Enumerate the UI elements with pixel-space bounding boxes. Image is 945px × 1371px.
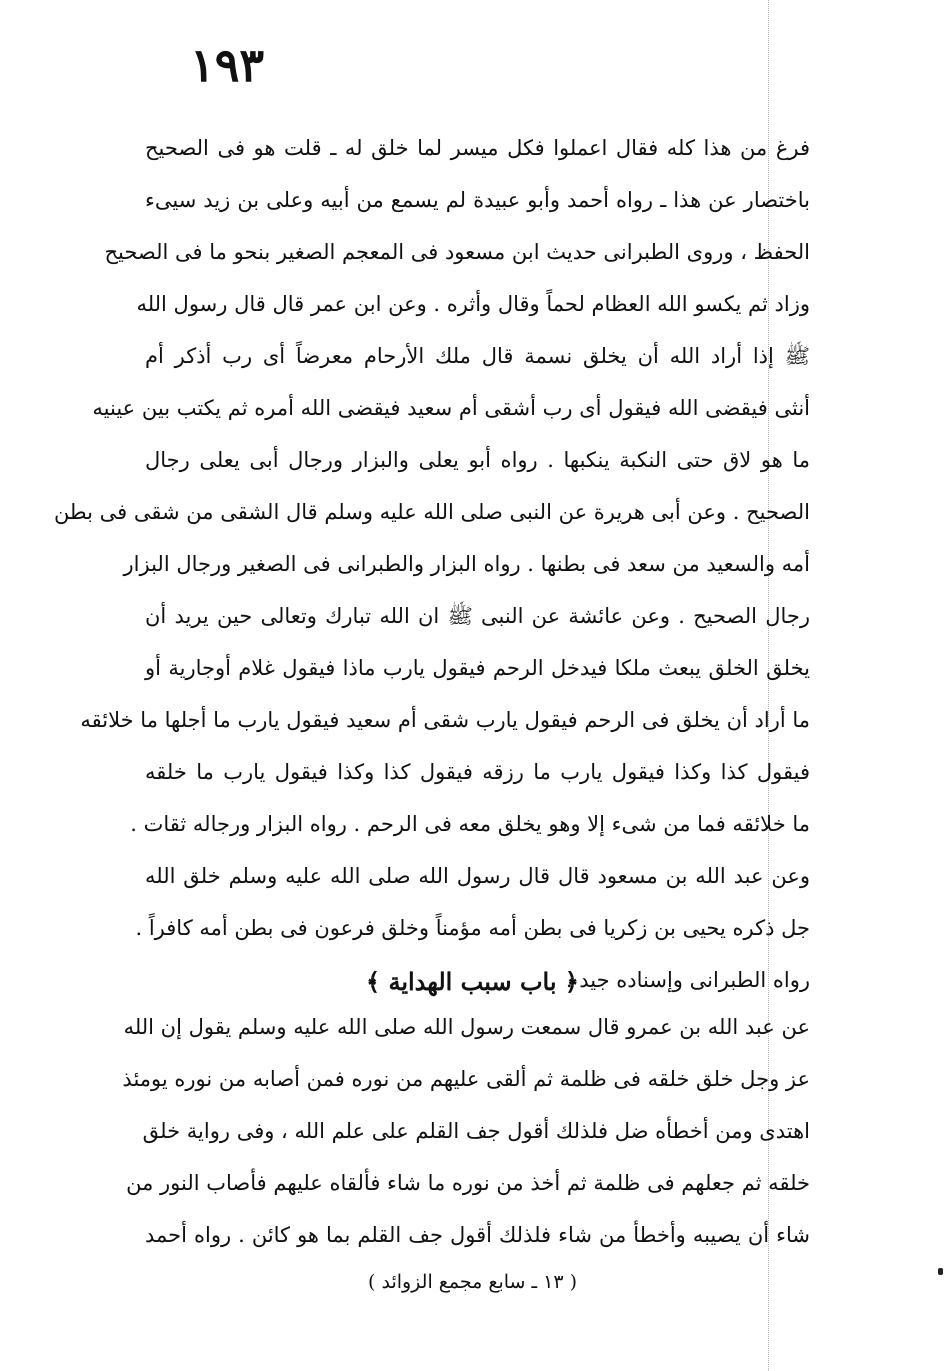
- text-line: أنثى فيقضى الله فيقول أى رب أشقى أم سعيد فيقضى الله أمره ثم يكتب بين عينيه: [92, 396, 810, 420]
- text-line: وزاد ثم يكسو الله العظام لحماً وقال وأثره . وعن ابن عمر قال قال رسول الله: [136, 292, 810, 316]
- page-number: ١٩٣: [190, 38, 265, 92]
- text-line: اهتدى ومن أخطأه ضل فلذلك أقول جف القلم على علم الله ، وفى رواية خلق: [142, 1119, 810, 1143]
- text-line: ما أراد أن يخلق فى الرحم فيقول يارب شقى أم سعيد فيقول يارب ما أجلها ما خلائقه: [80, 708, 810, 732]
- text-line: أمه والسعيد من سعد فى بطنها . رواه البزار والطبرانى فى الصغير ورجال البزار: [123, 552, 810, 576]
- footer-signature: ( ١٣ ـ سابع مجمع الزوائد ): [368, 1271, 577, 1293]
- chapter-heading: ﴿ باب سبب الهداية ﴾: [366, 967, 579, 996]
- text-line: رواه الطبرانى وإسناده جيد .: [565, 968, 810, 992]
- text-line: رجال الصحيح . وعن عائشة عن النبى ﷺ ان الله تبارك وتعالى حين يريد أن: [145, 604, 810, 628]
- text-line: جل ذكره يحيى بن زكريا فى بطن أمه مؤمناً وخلق فرعون فى بطن أمه كافراً .: [135, 916, 810, 940]
- text-line: ما خلائقه فما من شىء إلا وهو يخلق معه فى الرحم . رواه البزار ورجاله ثقات .: [130, 812, 810, 836]
- text-line: خلقه ثم جعلهم فى ظلمة ثم أخذ من نوره ما شاء فألقاه عليهم فأصاب النور من: [126, 1171, 810, 1195]
- text-line: عز وجل خلق خلقه فى ظلمة ثم ألقى عليهم من نوره فمن أصابه من نوره يومئذ: [122, 1067, 810, 1091]
- text-line: شاء أن يصيبه وأخطأ من شاء فلذلك أقول جف القلم بما هو كائن . رواه أحمد: [145, 1223, 810, 1247]
- text-line: ﷺ إذا أراد الله أن يخلق نسمة قال ملك الأرحام معرضاً أى رب أذكر أم: [145, 344, 810, 368]
- text-line: يخلق الخلق يبعث ملكا فيدخل الرحم فيقول يارب ماذا فيقول غلام أوجارية أو: [145, 656, 810, 680]
- text-line: باختصار عن هذا ـ رواه أحمد وأبو عبيدة لم يسمع من أبيه وعلى بن زيد سيىء: [145, 188, 810, 212]
- text-line: عن عبد الله بن عمرو قال سمعت رسول الله صلى الله عليه وسلم يقول إن الله: [123, 1015, 810, 1039]
- scan-speck: [938, 1268, 943, 1275]
- text-line: ما هو لاق حتى النكبة ينكبها . رواه أبو يعلى والبزار ورجال أبى يعلى رجال: [145, 448, 810, 472]
- chapter-text-block: [122, 1001, 810, 1261]
- text-line: وعن عبد الله بن مسعود قال قال رسول الله صلى الله عليه وسلم خلق الله: [145, 864, 810, 888]
- main-text-block: [53, 122, 810, 1006]
- text-line: الصحيح . وعن أبى هريرة عن النبى صلى الله عليه وسلم قال الشقى من شقى فى بطن: [53, 500, 810, 524]
- text-line: الحفظ ، وروى الطبرانى حديث ابن مسعود فى المعجم الصغير بنحو ما فى الصحيح: [104, 240, 810, 264]
- text-line: فيقول كذا وكذا فيقول يارب ما رزقه فيقول كذا وكذا فيقول يارب ما خلقه: [145, 760, 810, 784]
- text-line: فرغ من هذا كله فقال اعملوا فكل ميسر لما خلق له ـ قلت هو فى الصحيح: [145, 136, 810, 160]
